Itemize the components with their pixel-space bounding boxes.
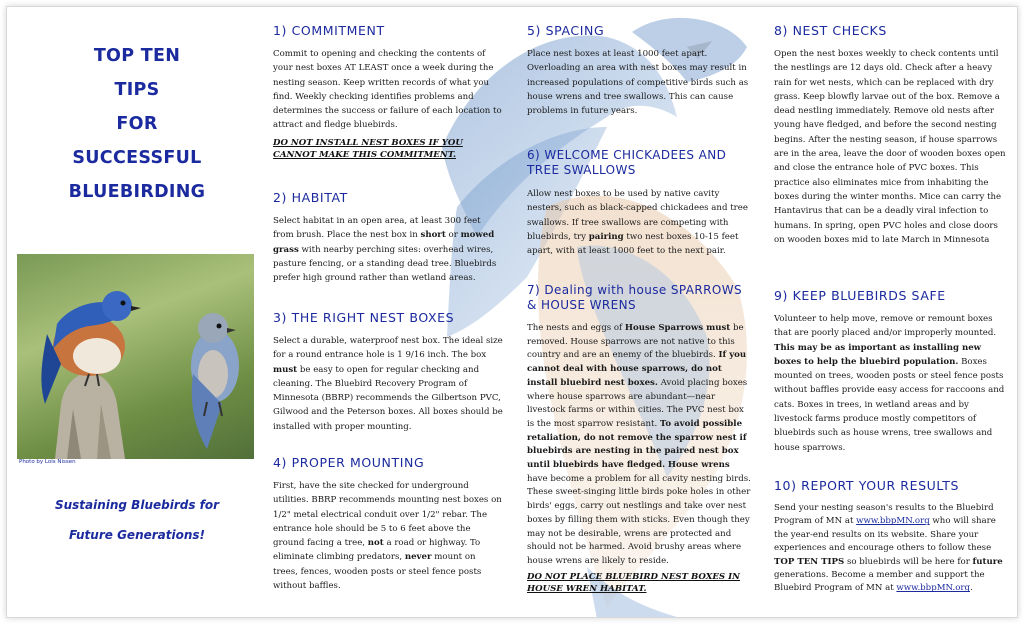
section-body: First, have the site checked for underground utilities. BBRP recommends mounting nest boxes on 1/2" metal electrical conduit over 1/2" rebar. The entrance hole should be 5 to 6 feet above the ground facing a tree, not a road or highway. To eliminate climbing predators, never mount on trees, fences, wooden posts or steel fence posts without baffles. xyxy=(273,481,502,592)
section-body: Open the nest boxes weekly to check contents until the nestlings are 12 days old. Check after a heavy rain for wet nests, which can be replaced with dry grass. Keep blowfly larvae out of the box. Remove a dead nestling immediately. Remove old nests after young have fledged, and before the second nesting begins. After the nesting season, if house sparrows are in the area, leave the door of wooden boxes open and close the entrance hole of PVC boxes. This practice also eliminates mice from inhabiting the boxes during the winter months. Mice can carry the Hantavirus that can be a deadly viral infection to humans. In spring, open PVC holes and close doors on wooden boxes mid to late March in Minnesota xyxy=(774,49,1006,245)
section-heading: 9) KEEP BLUEBIRDS SAFE xyxy=(774,288,946,303)
section-spacing xyxy=(527,23,752,118)
section-nest-checks xyxy=(774,23,1006,247)
section-body: Commit to opening and checking the contents of your nest boxes AT LEAST once a week during the nesting season. Keep written records of what you find. Weekly checking identifies problems and determines the success or failure of each location to attract and fledge bluebirds. xyxy=(273,49,502,131)
title-line: TOP TEN xyxy=(93,46,181,66)
section-body: Select habitat in an open area, at least 300 feet from brush. Place the nest box in short or mowed grass with nearby perching sites: overhead wires, pasture fencing, or a standing dead tree. Bluebirds prefer high ground rather than wetland areas. xyxy=(273,216,497,284)
title-line: BLUEBIRDING xyxy=(68,182,206,202)
section-habitat xyxy=(273,190,503,285)
section-commitment xyxy=(273,23,503,162)
section-heading: 5) SPACING xyxy=(527,23,605,38)
brochure-page xyxy=(6,6,1018,618)
section-body: The nests and eggs of House Sparrows must be removed. House sparrows are not native to this country and are an enemy of the bluebirds. If you cannot deal with house sparrows, do not install bluebird nest boxes. Avoid placing boxes where house sparrows are abundant—near livestock farms or within cities. The PVC nest box is the most sparrow resistant. To avoid possible retaliation, do not remove the sparrow nest if bluebirds are nesting in the paired nest box until bluebirds have fledged. House wrens have become a problem for all cavity nesting birds. These sweet-singing little birds poke holes in other birds' eggs, carry out nestlings and take over nest boxes by filling them with sticks. Even though they may not be desirable, wrens are protected and should not be harmed. Avoid brushy areas where house wrens are likely to reside. xyxy=(527,323,751,566)
bluebirds-photo xyxy=(17,254,254,459)
section-body: Select a durable, waterproof nest box. The ideal size for a round entrance hole is 1 9/16 inch. The box must be easy to open for regular checking and cleaning. The Bluebird Recovery Program of Minnesota (BBRP) recommends the Gilbertson PVC, Gilwood and the Peterson boxes. All boxes should be installed with proper mounting. xyxy=(273,336,503,432)
tagline xyxy=(17,490,257,550)
photo-credit: Photo by Lois Nissen xyxy=(19,459,76,465)
section-chickadees xyxy=(527,148,752,258)
section-report-results xyxy=(774,478,1006,596)
title-line: SUCCESSFUL xyxy=(72,148,202,168)
section-heading: 3) THE RIGHT NEST BOXES xyxy=(273,310,455,325)
website-link[interactable]: www.bbpMN.org xyxy=(896,583,970,594)
section-body: Place nest boxes at least 1000 feet apart. Overloading an area with nest boxes may result in increased populations of competitive birds such as house wrens and tree swallows. This can cause problems in future years. xyxy=(527,49,749,117)
section-sparrows-wrens xyxy=(527,283,752,596)
section-heading: 2) HABITAT xyxy=(273,190,348,205)
section-body: Volunteer to help move, remove or remount boxes that are poorly placed and/or improperly mounted. This may be as important as installing new boxes to help the bluebird population. Boxes mounted on trees, wooden posts or steel fence posts without baffles provide easy access for raccoons and cats. Boxes in trees, in wetland areas and by livestock farms produce mostly competitors of bluebirds such as house wrens, tree swallows and house sparrows. xyxy=(774,314,1005,453)
section-heading: 8) NEST CHECKS xyxy=(774,23,887,38)
website-link[interactable]: www.bbpMN.org xyxy=(856,516,930,527)
section-body: Allow nest boxes to be used by native cavity nesters, such as black-capped chickadees and tree swallows. If tree swallows are competing with bluebirds, try pairing two nest boxes 10-15 feet apart, with at least 1000 feet to the next pair. xyxy=(527,189,748,257)
title-line: FOR xyxy=(116,114,158,134)
section-warning: DO NOT PLACE BLUEBIRD NEST BOXES IN HOUSE WREN HABITAT. xyxy=(527,571,741,595)
tagline-line: Sustaining Bluebirds for xyxy=(54,498,220,512)
section-nest-boxes xyxy=(273,310,503,434)
section-body: Send your nesting season's results to the Bluebird Program of MN at www.bbpMN.org who will share the year-end results on its website. Share your experiences and encourage others to follow these TOP TEN TIPS so bluebirds will be here for future generations. Become a member and support the Bluebird Program of MN at www.bbpMN.org. xyxy=(774,503,1003,594)
title-line: TIPS xyxy=(114,80,160,100)
section-mounting xyxy=(273,455,503,593)
brochure-title xyxy=(17,39,257,209)
section-heading: 10) REPORT YOUR RESULTS xyxy=(774,478,959,493)
section-heading: 1) COMMITMENT xyxy=(273,23,385,38)
section-warning: DO NOT INSTALL NEST BOXES IF YOU CANNOT MAKE THIS COMMITMENT. xyxy=(273,137,463,161)
section-heading: 4) PROPER MOUNTING xyxy=(273,455,425,470)
section-heading: 7) Dealing with house SPARROWS & HOUSE WRENS xyxy=(527,283,742,312)
tagline-line: Future Generations! xyxy=(68,528,206,542)
section-heading: 6) WELCOME CHICKADEES AND TREE SWALLOWS xyxy=(527,148,727,177)
section-keep-safe xyxy=(774,288,1006,455)
